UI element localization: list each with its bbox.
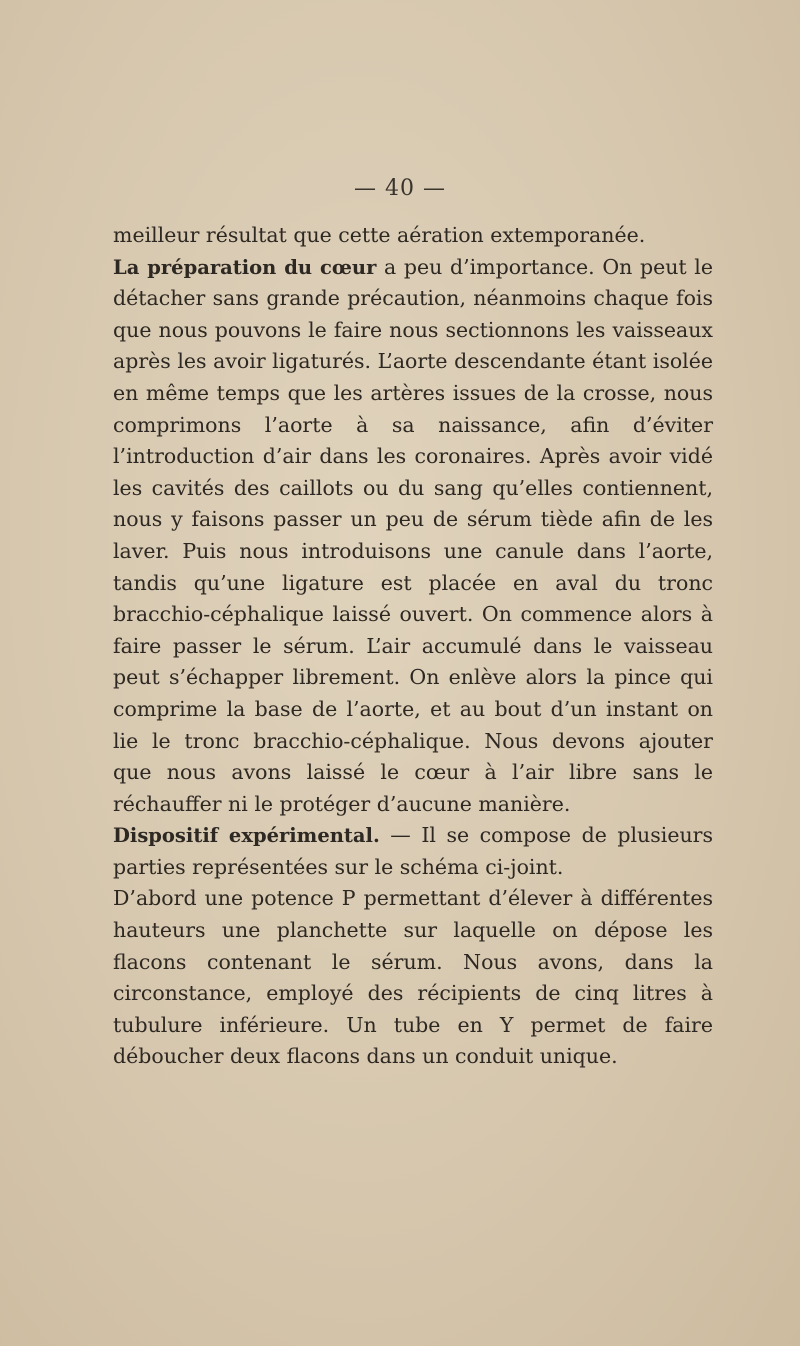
section-lead-heading: La préparation du cœur — [113, 255, 377, 279]
paragraph-continuation — [113, 220, 713, 252]
section-lead-heading: Dispositif expérimental. — [113, 824, 380, 848]
body-text — [113, 220, 713, 1073]
paragraph-potence — [113, 883, 713, 1073]
paragraph-text: — Il se compose de plusieurs parties représentées sur le schéma ci-joint. — [113, 823, 713, 879]
paragraph-text: meilleur résultat que cette aération extemporanée. — [113, 223, 646, 247]
paragraph-text: D’abord une potence P permettant d’élever à différentes hauteurs une planchette sur laquelle on dépose les flacons contenant le sérum. Nous avons, dans la circonstance, employé des récipients de cinq litres à tubulure inférieure. Un tube en Y permet de faire déboucher deux flacons dans un conduit unique. — [113, 886, 713, 1069]
paragraph-text: a peu d’importance. On peut le détacher sans grande précaution, néanmoins chaque fois que nous pouvons le faire nous sectionnons les vaisseaux après les avoir ligaturés. L’aorte descendante étant isolée en même temps que les artères issues de la crosse, nous comprimons l’aorte à sa naissance, afin d’éviter l’introduction d’air dans les coronaires. Après avoir vidé les cavités des caillots ou du sang qu’elles contiennent, nous y faisons passer un peu de sérum tiède afin de les laver. Puis nous introduisons une canule dans l’aorte, tandis qu’une ligature est placée en aval du tronc bracchio-céphalique laissé ouvert. On commence alors à faire passer le sérum. L’air accumulé dans le vaisseau peut s’échapper librement. On enlève alors la pince qui comprime la base de l’aorte, et au bout d’un instant on lie le tronc bracchio-céphalique. Nous devons ajouter que nous avons laissé le cœur à l’air libre sans le réchauffer ni le protéger d’aucune manière. — [113, 254, 713, 816]
paragraph-preparation-du-coeur — [113, 252, 713, 821]
page-number: — 40 — — [354, 176, 446, 201]
paragraph-dispositif-experimental — [113, 820, 713, 883]
